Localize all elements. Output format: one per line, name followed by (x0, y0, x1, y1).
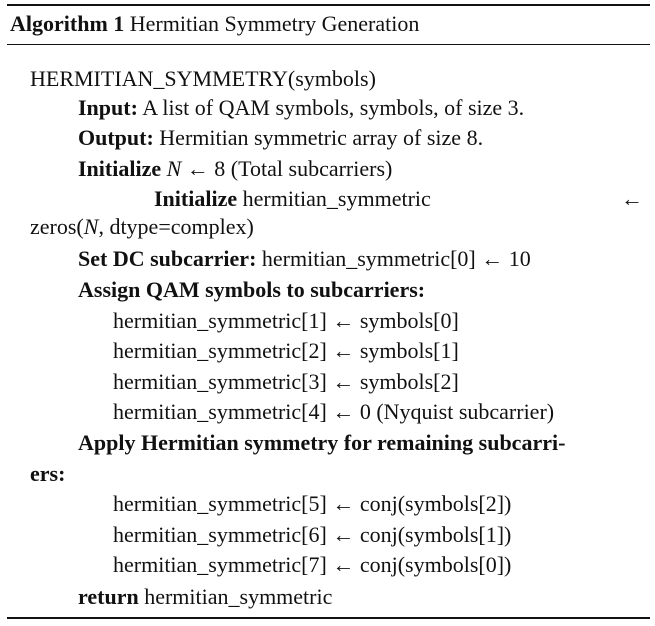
init-n-line (78, 158, 392, 180)
set-dc-keyword: Set DC subcarrier: (78, 246, 257, 271)
init-n-text: ← 8 (Total subcarriers) (181, 156, 393, 181)
caption-rule (7, 44, 650, 45)
init-hs-keyword: Initialize (154, 186, 238, 211)
output-keyword: Output: (78, 125, 154, 150)
assign-line: hermitian_symmetric[3] ← symbols[2] (113, 369, 459, 394)
assign-line: hermitian_symmetric[2] ← symbols[1] (113, 338, 459, 363)
init-hs-text: hermitian_symmetric (242, 186, 431, 211)
input-line (78, 97, 524, 119)
conj-line: hermitian_symmetric[6] ← conj(symbols[1]) (113, 522, 512, 547)
algorithm-caption (10, 13, 419, 35)
return-text: hermitian_symmetric (144, 584, 333, 609)
bottom-rule (7, 617, 650, 619)
top-rule (7, 4, 650, 6)
init-hs-arrow: ← (621, 186, 643, 211)
algorithm-number: Algorithm 1 (10, 11, 125, 36)
procedure-header: HERMITIAN_SYMMETRY(symbols) (30, 66, 376, 91)
init-hs-continuation (30, 216, 254, 238)
apply-heading: Apply Hermitian symmetry for remaining subcarri- (78, 430, 566, 455)
init-hs-line (154, 188, 431, 210)
set-dc-text: hermitian_symmetric[0] ← 10 (261, 246, 531, 271)
init-n-keyword: Initialize (78, 156, 162, 181)
output-line (78, 127, 483, 149)
assign-heading: Assign QAM symbols to subcarriers: (78, 277, 426, 302)
return-keyword: return (78, 584, 139, 609)
algorithm-title: Hermitian Symmetry Generation (129, 11, 420, 36)
conj-line: hermitian_symmetric[7] ← conj(symbols[0]) (113, 552, 512, 577)
input-text: A list of QAM symbols, symbols, of size 3. (142, 95, 525, 120)
output-text: Hermitian symmetric array of size 8. (159, 125, 484, 150)
assign-line: hermitian_symmetric[4] ← 0 (Nyquist subcarrier) (113, 399, 555, 424)
init-hs-cont-post: , dtype=complex) (98, 214, 254, 239)
input-keyword: Input: (78, 95, 138, 120)
init-hs-cont-pre: zeros( (30, 214, 84, 239)
return-line (78, 586, 332, 608)
conj-line: hermitian_symmetric[5] ← conj(symbols[2]) (113, 491, 512, 516)
assign-line: hermitian_symmetric[1] ← symbols[0] (113, 308, 459, 333)
init-n-var: N (166, 156, 182, 181)
apply-heading-continuation: ers: (30, 461, 66, 486)
init-hs-cont-var: N (83, 214, 99, 239)
set-dc-line (78, 248, 531, 270)
